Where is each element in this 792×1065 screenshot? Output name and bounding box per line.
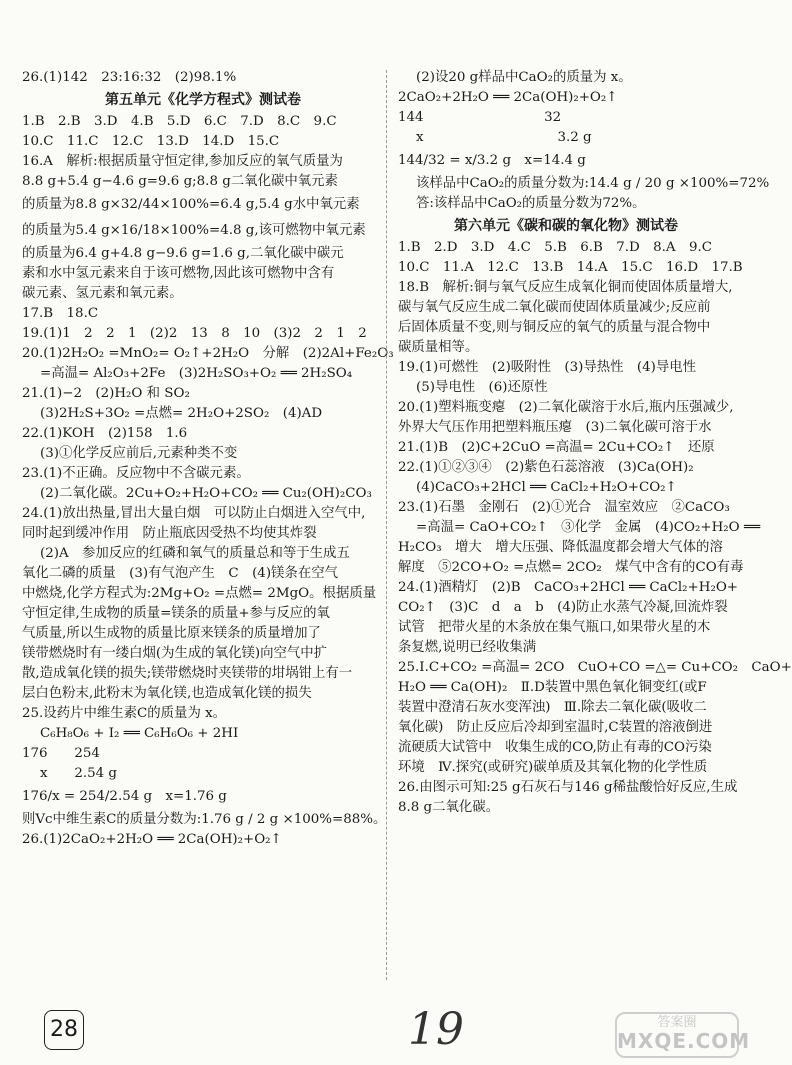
right-line: 条复燃,说明已经收集满 (398, 640, 537, 655)
right-line: (4)CaCO₃+2HCl ══ CaCl₂+H₂O+CO₂↑ (416, 480, 677, 495)
right-line: CO₂↑ (3)C d a b (4)防止水蒸气冷凝,回流炸裂 (398, 600, 728, 615)
left-line: C₆H₈O₆ + I₂ ══ C₆H₆O₆ + 2HI (40, 726, 239, 741)
right-line: 环境 Ⅳ.探究(或研究)碳单质及其氧化物的化学性质 (398, 760, 708, 775)
left-line: 24.(1)放出热量,冒出大量白烟 可以防止白烟进入空气中, (22, 506, 366, 521)
left-line: 则Vc中维生素C的质量分数为:1.76 g / 2 g ×100%=88%。 (22, 812, 387, 827)
right-line: H₂CO₃ 增大 增大压强、降低温度都会增大气体的溶 (398, 540, 723, 555)
right-line: 20.(1)塑料瓶变瘪 (2)二氧化碳溶于水后,瓶内压强减少, (398, 400, 734, 415)
right-line: 流硬质大试管中 收集生成的CO,防止有毒的CO污染 (398, 740, 712, 755)
right-line: 碳与氧气反应生成二氧化碳而使固体质量减少;反应前 (398, 300, 711, 315)
right-line: 氧化碳) 防止反应后冷却到室温时,C装置的溶液倒进 (398, 720, 713, 735)
right-line: H₂O ══ Ca(OH)₂ Ⅱ.D装置中黑色氧化铜变红(或F (398, 680, 707, 695)
left-column (22, 68, 394, 850)
right-line: 144 32 (398, 110, 562, 125)
left-line: 同时起到缓冲作用 防止瓶底因受热不均使其炸裂 (22, 526, 317, 541)
right-line: 144/32 = x/3.2 g x=14.4 g (398, 153, 586, 168)
watermark-stamp (615, 1012, 751, 1058)
left-line: 层白色粉末,此粉末为氧化镁,也造成氧化镁的损失 (22, 686, 312, 701)
left-line: 20.(1)2H₂O₂ =MnO₂= O₂↑+2H₂O 分解 (2)2Al+Fe₂O₃ (22, 346, 394, 361)
left-line: 的质量为8.8 g×32/44×100%=6.4 g,5.4 g水中氧元素 (22, 197, 360, 212)
left-line: 气质量,所以生成物的质量比原来镁条的质量增加了 (22, 626, 321, 641)
left-line: 素和水中氢元素来自于该可燃物,因此该可燃物中含有 (22, 266, 335, 281)
left-line: =高温= Al₂O₃+2Fe (3)2H₂SO₃+O₂ ══ 2H₂SO₄ (40, 366, 353, 381)
right-line: x 3.2 g (416, 130, 592, 145)
left-line: 碳元素、氢元素和氧元素。 (22, 286, 183, 301)
right-line: 外界大气压作用把塑料瓶压瘪 (3)二氧化碳可溶于水 (398, 420, 712, 435)
right-column (398, 68, 792, 818)
right-line: 2CaO₂+2H₂O ══ 2Ca(OH)₂+O₂↑ (398, 90, 618, 105)
right-line: =高温= CaO+CO₂↑ ③化学 金属 (4)CO₂+H₂O ══ (416, 520, 761, 535)
left-line: 的质量为6.4 g+4.8 g−9.6 g=1.6 g,二氧化碳中碳元 (22, 246, 344, 261)
left-line: 22.(1)KOH (2)158 1.6 (22, 426, 188, 441)
right-line: 8.8 g二氧化碳。 (398, 800, 500, 815)
left-line: 1.B 2.B 3.D 4.B 5.D 6.C 7.D 8.C 9.C (22, 114, 337, 129)
right-line: 21.(1)B (2)C+2CuO =高温= 2Cu+CO₂↑ 还原 (398, 440, 715, 455)
left-line: 26.(1)2CaO₂+2H₂O ══ 2Ca(OH)₂+O₂↑ (22, 832, 282, 847)
right-line: 解度 ⑤2CO+O₂ =点燃= 2CO₂ 煤气中含有的CO有毒 (398, 560, 744, 575)
watermark-cn: 答案圈 (657, 1015, 697, 1030)
right-line: 后固体质量不变,则与铜反应的氧气的质量与混合物中 (398, 320, 711, 335)
left-line: 176/x = 254/2.54 g x=1.76 g (22, 789, 227, 804)
right-line: 该样品中CaO₂的质量分数为:14.4 g / 20 g ×100%=72% (416, 176, 770, 191)
right-line: 装置中澄清石灰水变浑浊) Ⅲ.除去二氧化碳(吸收二 (398, 700, 707, 715)
right-line: 25.Ⅰ.C+CO₂ =高温= 2CO CuO+CO =△= Cu+CO₂ CaO+ (398, 660, 792, 675)
right-line: 答:该样品中CaO₂的质量分数为72%。 (416, 196, 646, 211)
left-line: x 2.54 g (40, 766, 117, 781)
left-line: 26.(1)142 23:16:32 (2)98.1% (22, 70, 237, 85)
left-line: 散,造成氧化镁的损失;镁带燃烧时夹镁带的坩埚钳上有一 (22, 666, 353, 681)
left-line: (3)①化学反应前后,元素种类不变 (40, 446, 238, 461)
right-line: (2)设20 g样品中CaO₂的质量为 x。 (416, 70, 632, 85)
left-line: 21.(1)−2 (2)H₂O 和 SO₂ (22, 386, 190, 401)
column-divider (386, 70, 387, 980)
right-line: (5)导电性 (6)还原性 (416, 380, 548, 395)
left-line: 镁带燃烧时有一缕白烟(为生成的氧化镁)向空气中扩 (22, 646, 328, 661)
left-line: 10.C 11.C 12.C 13.D 14.D 15.C (22, 134, 280, 149)
right-line: 1.B 2.D 3.D 4.C 5.B 6.B 7.D 8.A 9.C (398, 240, 712, 255)
left-line: 176 254 (22, 746, 100, 761)
right-line: 22.(1)①②③④ (2)紫色石蕊溶液 (3)Ca(OH)₂ (398, 460, 694, 475)
left-line: 23.(1)不正确。反应物中不含碳元素。 (22, 466, 250, 481)
left-line: 16.A 解析:根据质量守恒定律,参加反应的氧气质量为 (22, 154, 343, 169)
right-line: 26.由图示可知:25 g石灰石与146 g稀盐酸恰好反应,生成 (398, 780, 738, 795)
left-line: 的质量为5.4 g×16/18×100%=4.8 g,该可燃物中氧元素 (22, 223, 366, 238)
left-line: 19.(1)1 2 2 1 (2)2 13 8 10 (3)2 2 1 2 (22, 326, 367, 341)
right-line: 碳质量相等。 (398, 340, 479, 355)
handwritten-mark: 19 (408, 1004, 464, 1055)
left-line: 第五单元《化学方程式》测试卷 (105, 92, 301, 108)
right-line: 19.(1)可燃性 (2)吸附性 (3)导热性 (4)导电性 (398, 360, 697, 375)
page-number: 28 (44, 1010, 84, 1050)
left-line: 氧化二磷的质量 (3)有气泡产生 C (4)镁条在空气 (22, 566, 338, 581)
right-line: 18.B 解析:铜与氧气反应生成氧化铜而使固体质量增大, (398, 280, 733, 295)
left-line: 8.8 g+5.4 g−4.6 g=9.6 g;8.8 g二氧化碳中氧元素 (22, 174, 338, 189)
right-line: 10.C 11.A 12.C 13.B 14.A 15.C 16.D 17.B (398, 260, 743, 275)
watermark-text: MXQE.COM (617, 1029, 751, 1053)
right-line: 24.(1)酒精灯 (2)B CaCO₃+2HCl ══ CaCl₂+H₂O+ (398, 580, 739, 595)
left-line: (2)二氧化碳。2Cu+O₂+H₂O+CO₂ ══ Cu₂(OH)₂CO₃ (40, 486, 372, 501)
left-line: (3)2H₂S+3O₂ =点燃= 2H₂O+2SO₂ (4)AD (40, 406, 323, 421)
left-line: 守恒定律,生成物的质量=镁条的质量+参与反应的氧 (22, 606, 330, 621)
right-line: 23.(1)石墨 金刚石 (2)①光合 温室效应 ②CaCO₃ (398, 500, 730, 515)
left-line: 中燃烧,化学方程式为:2Mg+O₂ =点燃= 2MgO。根据质量 (22, 586, 377, 601)
right-line: 试管 把带火星的木条放在集气瓶口,如果带火星的木 (398, 620, 711, 635)
left-line: 25.设药片中维生素C的质量为 x。 (22, 706, 227, 721)
left-line: 17.B 18.C (22, 306, 99, 321)
right-line: 第六单元《碳和碳的氧化物》测试卷 (454, 218, 678, 234)
left-line: (2)A 参加反应的红磷和氧气的质量总和等于生成五 (40, 546, 350, 561)
